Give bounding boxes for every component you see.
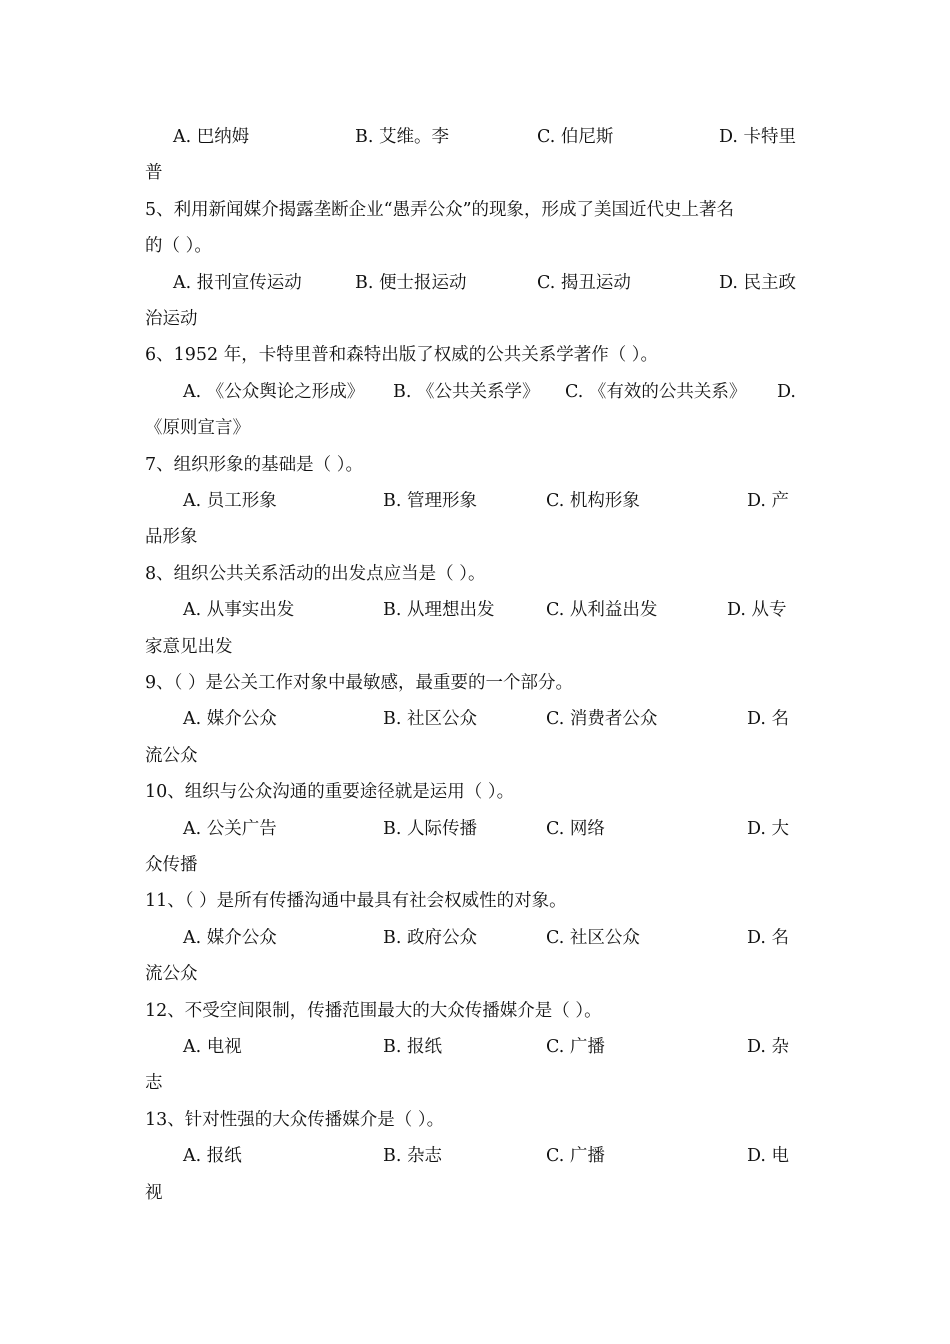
- q9-wrap-line: [145, 738, 810, 774]
- q12-options-line: [145, 1029, 810, 1065]
- q8-stem: 8、组织公共关系活动的出发点应当是（ ）。: [145, 563, 486, 584]
- q4-options-option-d: D. 卡特里: [719, 127, 797, 147]
- q8-wrap-line: [145, 629, 810, 665]
- q10-options-option-a: A. 公关广告: [183, 818, 277, 839]
- q13-options-option-a: A. 报纸: [183, 1146, 242, 1167]
- q8-options-option-a: A. 从事实出发: [183, 600, 295, 621]
- q5-options-option-d: D. 民主政: [719, 272, 797, 293]
- q4-options-line: [145, 119, 810, 155]
- q7-options-option-c: C. 机构形象: [546, 491, 640, 511]
- q13-options-option-b: B. 杂志: [383, 1146, 442, 1167]
- q11-stem-line: [145, 883, 810, 919]
- q6-stem: 6、1952 年，卡特里普和森特出版了权威的公共关系学著作（ ）。: [145, 345, 659, 366]
- q9-stem-line: [145, 665, 810, 701]
- q4-wrap: 普: [145, 163, 163, 184]
- q7-stem: 7、组织形象的基础是（ ）。: [145, 454, 363, 475]
- q10-options-option-d: D. 大: [747, 818, 790, 839]
- q7-options-option-a: A. 员工形象: [183, 491, 277, 511]
- q8-options-option-d: D. 从专: [727, 600, 787, 621]
- q5-wrap: 治运动: [145, 309, 198, 329]
- q9-options-option-a: A. 媒介公众: [183, 709, 277, 730]
- q13-wrap-line: [145, 1175, 810, 1211]
- q11-options-option-d: D. 名: [747, 927, 790, 948]
- q7-options-option-d: D. 产: [747, 491, 790, 511]
- q13-options-line: [145, 1138, 810, 1174]
- q11-options-option-a: A. 媒介公众: [183, 927, 277, 948]
- q12-stem-line: [145, 993, 810, 1029]
- q11-options-option-b: B. 政府公众: [383, 927, 477, 948]
- q10-wrap: 众传播: [145, 855, 198, 875]
- q8-options-option-c: C. 从利益出发: [546, 600, 658, 621]
- q12-stem: 12、不受空间限制，传播范围最大的大众传播媒介是（ ）。: [145, 1000, 602, 1021]
- q13-options-option-c: C. 广播: [546, 1146, 605, 1167]
- q6-options-option-a: A. 《公众舆论之形成》: [183, 381, 365, 402]
- q5-stem-2: 的（ ）。: [145, 236, 212, 257]
- q5-wrap-line: [145, 301, 810, 337]
- q5-options-option-b: B. 便士报运动: [355, 272, 467, 293]
- q12-options-option-d: D. 杂: [747, 1037, 790, 1057]
- q10-stem-line: [145, 774, 810, 810]
- q10-options-option-c: C. 网络: [546, 818, 605, 839]
- q7-options-line: [145, 483, 810, 519]
- q4-wrap-line: [145, 155, 810, 191]
- q9-options-option-c: C. 消费者公众: [546, 709, 658, 730]
- q9-options-option-d: D. 名: [747, 709, 790, 730]
- q11-wrap: 流公众: [145, 964, 198, 985]
- q11-wrap-line: [145, 956, 810, 992]
- q6-options-option-d: D.: [777, 381, 796, 402]
- q8-options-option-b: B. 从理想出发: [383, 600, 495, 621]
- q12-options-option-b: B. 报纸: [383, 1037, 442, 1057]
- q5-stem-1: 5、利用新闻媒介揭露垄断企业“愚弄公众”的现象，形成了美国近代史上著名: [145, 199, 735, 220]
- q9-options-line: [145, 701, 810, 737]
- q7-options-option-b: B. 管理形象: [383, 491, 477, 511]
- q7-stem-line: [145, 447, 810, 483]
- q11-stem: 11、（ ）是所有传播沟通中最具有社会权威性的对象。: [145, 891, 567, 912]
- q11-options-line: [145, 920, 810, 956]
- q12-options-option-c: C. 广播: [546, 1037, 605, 1057]
- q4-options-option-c: C. 伯尼斯: [537, 127, 614, 147]
- q7-wrap-line: [145, 519, 810, 555]
- q11-options-option-c: C. 社区公众: [546, 927, 640, 948]
- q10-stem: 10、组织与公众沟通的重要途径就是运用（ ）。: [145, 782, 515, 803]
- q4-options-option-b: B. 艾维。李: [355, 127, 449, 147]
- q6-options-option-c: C. 《有效的公共关系》: [565, 381, 747, 402]
- q8-options-line: [145, 592, 810, 628]
- q12-wrap: 志: [145, 1073, 163, 1094]
- q6-options-option-b: B. 《公共关系学》: [393, 381, 540, 402]
- q5-options-option-c: C. 揭丑运动: [537, 272, 631, 293]
- q13-wrap: 视: [145, 1182, 163, 1203]
- q8-stem-line: [145, 556, 810, 592]
- q10-options-line: [145, 811, 810, 847]
- q5-stem-2-line: [145, 228, 810, 264]
- q13-stem: 13、针对性强的大众传播媒介是（ ）。: [145, 1109, 445, 1130]
- q6-wrap: 《原则宣言》: [145, 418, 250, 439]
- q9-options-option-b: B. 社区公众: [383, 709, 477, 730]
- q4-options-option-a: A. 巴纳姆: [173, 127, 250, 147]
- q10-options-option-b: B. 人际传播: [383, 818, 477, 839]
- q6-wrap-line: [145, 410, 810, 446]
- q9-stem: 9、（ ）是公关工作对象中最敏感，最重要的一个部分。: [145, 673, 573, 693]
- q8-wrap: 家意见出发: [145, 636, 233, 657]
- q12-options-option-a: A. 电视: [183, 1037, 242, 1057]
- q5-options-option-a: A. 报刊宣传运动: [173, 272, 302, 293]
- q5-options-line: [145, 265, 810, 301]
- q6-stem-line: [145, 337, 810, 373]
- q13-options-option-d: D. 电: [747, 1146, 790, 1167]
- q9-wrap: 流公众: [145, 745, 198, 766]
- q13-stem-line: [145, 1102, 810, 1138]
- q7-wrap: 品形象: [145, 527, 198, 548]
- q6-options-line: [145, 374, 810, 410]
- q12-wrap-line: [145, 1065, 810, 1101]
- q10-wrap-line: [145, 847, 810, 883]
- q5-stem-1-line: [145, 192, 810, 228]
